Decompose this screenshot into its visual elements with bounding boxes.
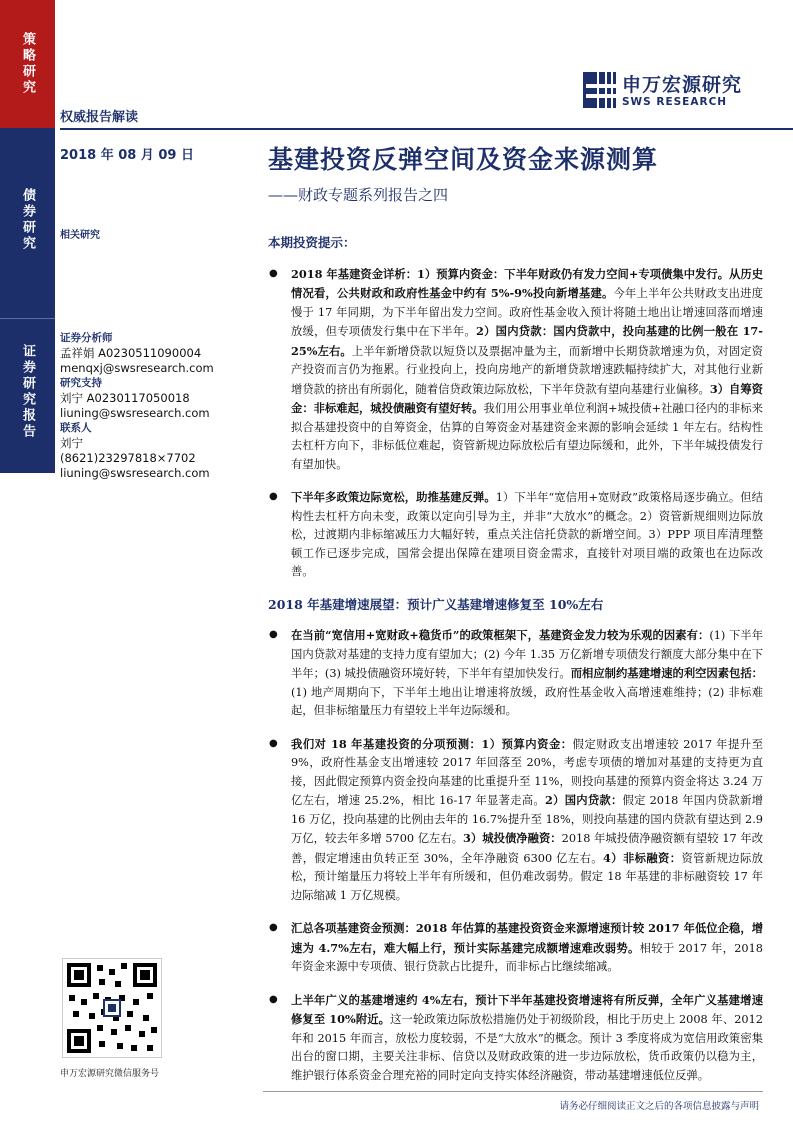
report-title: 基建投资反弹空间及资金来源测算 [268,145,659,174]
item-text: 2018 年城投债净融资额有望较 17 年改善，假定增速由负转正至 30%，全年净融资 6300 亿左右。 [291,832,763,865]
contact-email[interactable]: liuning@swsresearch.com [60,466,210,480]
item-text: 相较于 2017 年，2018 年资金来源中专项债、银行贷款占比提升，而非标占比继续缩减。 [291,941,763,973]
main-content [263,234,763,1099]
sidebar-report-label: 证券研究报告 [0,318,55,473]
item-text: 这一轮政策边际放松措施仍处于初级阶段，相比于历史上 2008 年、2012 年和 2015 年而言，放松力度较弱，不是“大放水”的概念。预计 3 季度将成为宽信用政策密集出台的窗口期，主要关注非标、信贷以及财政政策的进一步边际放松，货币政策仍以稳为主，维护银行体系资金合理充裕的同时定向支持实体经济融资，带动基建增速低位反弹。 [291,1013,763,1082]
item-text: 假定财政支出增速较 2017 年提升至 9%，政府性基金支出增速较 2017 年回落至 20%，考虑专项债的增加对基建的支持更为直接，因此假定预算内资金投向基建的比重提升至 11%，则投向基建的预算内资金将达 3.24 万亿左右，增速 25.2%，相比 16-17 年显著走高。 [291,737,763,807]
list-item [263,919,763,977]
item-text: 上半年新增贷款以短贷以及票据冲量为主，而新增中长期贷款增速为负，对固定资产投资而言仍为拖累。行业投向上，投向房地产的新增贷款增速跌幅持续扩大，对其他行业新增贷款的挤出有所弱化，随着信贷政策边际放松，下半年贷款有望向基建行业偏移。 [291,344,763,396]
sidebar-blank [0,473,55,1122]
list-item [263,991,763,1086]
item-bold: 3）城投债净融资： [463,831,562,845]
bullet-icon: ● [269,491,278,502]
header-divider [60,128,793,130]
item-bold: 汇总各项基建资金预测：2018 年估算的基建投资资金来源增速预计较 2017 年低位企稳，增速为 4.7%左右，难大幅上行，预计实际基建完成额增速难改弱势。 [291,921,763,955]
footer-divider [263,1091,763,1092]
analyst-email[interactable]: menqxj@swsresearch.com [60,361,214,375]
bullet-icon: ● [269,737,278,749]
item-bold: 2）国内贷款： [544,793,623,807]
item-bold: 预计下半年基建投资增速将有所反弹，全年广义基建增速修复至 10%附近。 [291,992,763,1026]
sidebar-bond-label: 债券研究 [0,128,55,318]
contacts-block [60,331,214,481]
qr-code-icon [62,958,162,1058]
logo-mark-icon [583,70,619,110]
contact-header: 联系人 [60,422,92,434]
item-text: 今年上半年公共财政支出进度慢于 17 年同期，为下半年留出发力空间。政府性基金收入预计将随土地出让增速回落而增速放缓，但专项债发行集中在下半年。 [291,287,763,338]
support-email[interactable]: liuning@swsresearch.com [60,406,210,420]
bullet-icon: ● [269,267,278,279]
list-item [263,265,763,475]
contact-name: 刘宁 [60,436,83,450]
support-name-id: 刘宁 A0230117050018 [60,391,190,405]
logo-text-en: SWS RESEARCH [622,96,728,108]
logo-text-cn: 申万宏源研究 [622,74,743,96]
item-bold: 我们对 18 年基建投资的分项预测：1）预算内资金： [291,736,573,751]
analyst-name-id: 孟祥娟 A0230511090004 [60,346,202,360]
bullet-icon: ● [269,629,278,640]
report-tag: 权威报告解读 [60,110,139,125]
item-text: 假定 2018 年国内贷款新增 16 万亿，投向基建的比例由去年的 16.7%提升至 18%，则投向基建的国内贷款有望达到 2.9 万亿，较去年多增 5700 亿左右。 [291,794,763,845]
item-bold: 下半年多政策边际宽松，助推基建反弹。 [291,490,496,504]
sidebar-strategy-label: 策略研究 [0,0,55,128]
qr-caption: 申万宏源研究微信服务号 [60,1069,160,1079]
item-text: 我们用公用事业单位利润+城投债+社融口径内的非标来拟合基建投资中的自筹资金，估算的自筹资金对基建资金来源的影响会延续 1 年左右。结构性去杠杆方向下，非标低位难起，资管新规边际放松后有望边际缓和，此外，下半年城投债发行有望加快。 [291,402,763,471]
contact-phone: (8621)23297818×7702 [60,451,196,465]
item-bold: 2）国内贷款：国内贷款中，投向基建的比例一般在 17-25%左右。 [291,324,763,358]
item-bold: 3）自筹资金：非标难起，城投债融资有望好转。 [291,381,763,415]
item-bold: 2018 年基建资金详析：1）预算内资金：下半年财政仍有发力空间+专项债集中发行。从历史情况看，公共财政和政府性基金中约有 5%-9%投向新增基建。 [291,266,763,300]
support-header: 研究支持 [60,377,102,389]
item-bold: 4）非标融资： [602,850,682,865]
left-sidebar [0,0,55,1122]
item-bold: 在当前“宽信用+宽财政+稳货币”的政策框架下，基建资金发力较为乐观的因素有： [291,628,710,642]
bullet-icon: ● [269,993,278,1005]
bullet-icon: ● [269,922,278,933]
item-text: 资管新规边际放松，预计缩量压力将较上半年有所缓和，但仍难改弱势。假定 18 年基建的非标融资较 17 年边际缩减 1 万亿规模。 [291,851,763,902]
item-text: 1）下半年“宽信用+宽财政”政策格局逐步确立。但结构性去杠杆方向未变，政策以定向引导为主，并非“大放水”的概念。2）资管新规细则边际放松，过渡期内非标缩减压力大幅好转，重点关注信托贷款的新增空间。3）PPP 项目库清理整顿工作已逐步完成，国常会提出保障在建项目资金需求，直接针对项目端的政策也在边际改善。 [291,491,763,578]
list-item [263,488,763,582]
footer-disclaimer: 请务必仔细阅读正文之后的各项信息披露与声明 [559,1101,759,1112]
report-date: 2018 年 08 月 09 日 [60,148,194,163]
item-text: (1) 下半年国内贷款对基建的支持力度有望加大；(2) 今年 1.35 万亿新增专项债发行额度大部分集中在下半年；(3) 城投债融资环境好转，下半年有望加快发行。 [291,629,763,680]
report-subtitle: ——财政专题系列报告之四 [268,186,449,204]
item-bold: 上半年广义的基建增速约 4%左右， [291,992,476,1007]
section-heading-tips: 本期投资提示： [268,235,356,250]
item-text: (1) 地产周期向下，下半年土地出让增速将放缓，政府性基金收入高增速难维持；(2) 非标难起，但非标缩量压力有望较上半年边际缓和。 [291,685,763,717]
related-research-label: 相关研究 [60,230,100,241]
list-item [263,735,763,906]
section-heading-outlook: 2018 年基建增速展望：预计广义基建增速修复至 10%左右 [268,596,604,612]
item-bold: 而相应制约基建增速的利空因素包括： [570,666,763,680]
analyst-header: 证券分析师 [60,332,113,344]
list-item [263,626,763,721]
